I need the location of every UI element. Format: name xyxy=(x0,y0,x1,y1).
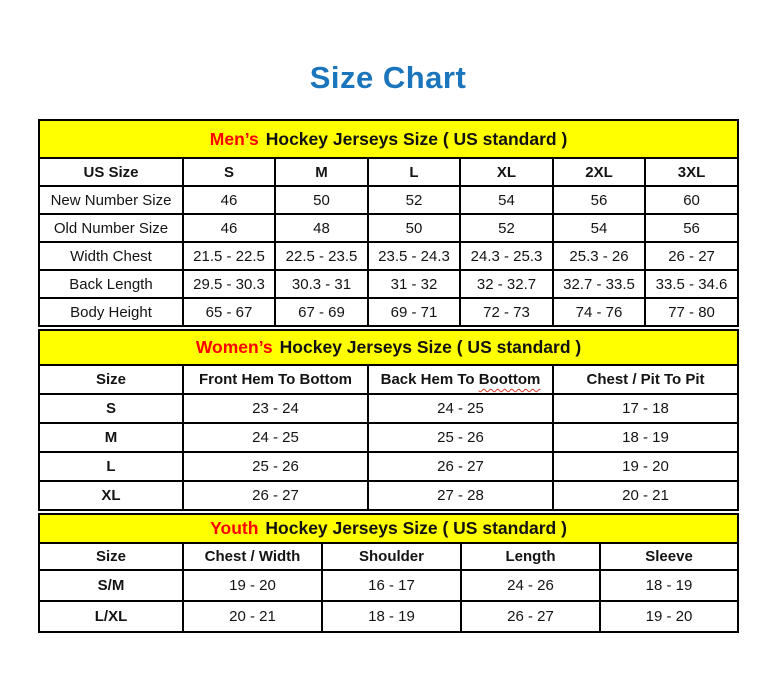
table-cell: 25 - 26 xyxy=(183,452,368,481)
row-label: S/M xyxy=(39,570,183,601)
youth-header-rest: Hockey Jerseys Size ( US standard ) xyxy=(265,518,567,538)
table-cell: 33.5 - 34.6 xyxy=(645,270,738,298)
youth-section-header xyxy=(39,514,738,543)
table-cell: 25 - 26 xyxy=(368,423,553,452)
womens-col-back-hem xyxy=(368,365,553,394)
table-cell: 50 xyxy=(368,214,460,242)
table-cell: 18 - 19 xyxy=(322,601,461,632)
table-row xyxy=(39,242,738,270)
table-row xyxy=(39,298,738,326)
table-row xyxy=(39,186,738,214)
row-label: Body Height xyxy=(39,298,183,326)
table-cell: 26 - 27 xyxy=(183,481,368,510)
table-cell: 74 - 76 xyxy=(553,298,645,326)
table-cell: 21.5 - 22.5 xyxy=(183,242,275,270)
row-label: XL xyxy=(39,481,183,510)
youth-col-size: Size xyxy=(39,543,183,570)
youth-section-header-row xyxy=(39,514,738,543)
youth-col-length: Length xyxy=(461,543,600,570)
table-cell: 26 - 27 xyxy=(368,452,553,481)
table-cell: 19 - 20 xyxy=(183,570,322,601)
row-label: M xyxy=(39,423,183,452)
table-cell: 24 - 25 xyxy=(183,423,368,452)
back-hem-label-prefix: Back Hem To xyxy=(380,371,475,388)
youth-header-highlight: Youth xyxy=(210,518,259,538)
table-row xyxy=(39,394,738,423)
table-cell: 19 - 20 xyxy=(600,601,738,632)
back-hem-misspelled-word: Boottom xyxy=(478,371,541,388)
youth-size-table xyxy=(38,513,739,633)
mens-header-highlight: Men’s xyxy=(209,128,259,149)
table-row xyxy=(39,601,738,632)
youth-col-shoulder: Shoulder xyxy=(322,543,461,570)
table-row xyxy=(39,423,738,452)
table-cell: 56 xyxy=(553,186,645,214)
table-cell: 54 xyxy=(460,186,553,214)
table-row xyxy=(39,452,738,481)
table-cell: 29.5 - 30.3 xyxy=(183,270,275,298)
mens-section-header-row xyxy=(39,120,738,158)
mens-column-header-row xyxy=(39,158,738,186)
row-label: Width Chest xyxy=(39,242,183,270)
womens-size-table xyxy=(38,329,739,511)
table-cell: 65 - 67 xyxy=(183,298,275,326)
table-cell: 18 - 19 xyxy=(553,423,738,452)
table-cell: 17 - 18 xyxy=(553,394,738,423)
table-cell: 32.7 - 33.5 xyxy=(553,270,645,298)
table-cell: 52 xyxy=(368,186,460,214)
row-label: S xyxy=(39,394,183,423)
mens-col-m: M xyxy=(275,158,368,186)
mens-col-3xl: 3XL xyxy=(645,158,738,186)
mens-col-xl: XL xyxy=(460,158,553,186)
table-cell: 26 - 27 xyxy=(645,242,738,270)
mens-col-us-size: US Size xyxy=(39,158,183,186)
mens-col-2xl: 2XL xyxy=(553,158,645,186)
mens-col-s: S xyxy=(183,158,275,186)
table-cell: 20 - 21 xyxy=(183,601,322,632)
row-label: Old Number Size xyxy=(39,214,183,242)
table-cell: 23 - 24 xyxy=(183,394,368,423)
table-cell: 46 xyxy=(183,186,275,214)
youth-column-header-row xyxy=(39,543,738,570)
table-cell: 52 xyxy=(460,214,553,242)
table-cell: 46 xyxy=(183,214,275,242)
table-row xyxy=(39,214,738,242)
table-cell: 50 xyxy=(275,186,368,214)
table-cell: 56 xyxy=(645,214,738,242)
mens-section-header xyxy=(39,120,738,158)
table-cell: 67 - 69 xyxy=(275,298,368,326)
row-label: L/XL xyxy=(39,601,183,632)
youth-col-sleeve: Sleeve xyxy=(600,543,738,570)
table-cell: 18 - 19 xyxy=(600,570,738,601)
table-cell: 72 - 73 xyxy=(460,298,553,326)
table-cell: 22.5 - 23.5 xyxy=(275,242,368,270)
table-row xyxy=(39,570,738,601)
page-title: Size Chart xyxy=(309,60,467,95)
table-cell: 26 - 27 xyxy=(461,601,600,632)
table-cell: 25.3 - 26 xyxy=(553,242,645,270)
table-cell: 19 - 20 xyxy=(553,452,738,481)
row-label: New Number Size xyxy=(39,186,183,214)
table-cell: 20 - 21 xyxy=(553,481,738,510)
womens-header-rest: Hockey Jerseys Size ( US standard ) xyxy=(279,337,582,357)
table-cell: 24 - 26 xyxy=(461,570,600,601)
womens-column-header-row xyxy=(39,365,738,394)
womens-header-highlight: Women’s xyxy=(195,337,273,357)
table-cell: 48 xyxy=(275,214,368,242)
table-cell: 60 xyxy=(645,186,738,214)
table-cell: 31 - 32 xyxy=(368,270,460,298)
table-cell: 23.5 - 24.3 xyxy=(368,242,460,270)
row-label: L xyxy=(39,452,183,481)
row-label: Back Length xyxy=(39,270,183,298)
table-cell: 77 - 80 xyxy=(645,298,738,326)
table-cell: 16 - 17 xyxy=(322,570,461,601)
table-cell: 24.3 - 25.3 xyxy=(460,242,553,270)
womens-col-chest: Chest / Pit To Pit xyxy=(553,365,738,394)
table-cell: 30.3 - 31 xyxy=(275,270,368,298)
table-row xyxy=(39,481,738,510)
mens-col-l: L xyxy=(368,158,460,186)
tables-container xyxy=(38,119,737,633)
womens-section-header xyxy=(39,330,738,365)
table-cell: 24 - 25 xyxy=(368,394,553,423)
mens-header-rest: Hockey Jerseys Size ( US standard ) xyxy=(265,128,568,149)
table-row xyxy=(39,270,738,298)
table-cell: 32 - 32.7 xyxy=(460,270,553,298)
mens-size-table xyxy=(38,119,739,327)
womens-section-header-row xyxy=(39,330,738,365)
table-cell: 27 - 28 xyxy=(368,481,553,510)
womens-col-front-hem: Front Hem To Bottom xyxy=(183,365,368,394)
table-cell: 54 xyxy=(553,214,645,242)
table-cell: 69 - 71 xyxy=(368,298,460,326)
womens-col-size: Size xyxy=(39,365,183,394)
youth-col-chest-width: Chest / Width xyxy=(183,543,322,570)
